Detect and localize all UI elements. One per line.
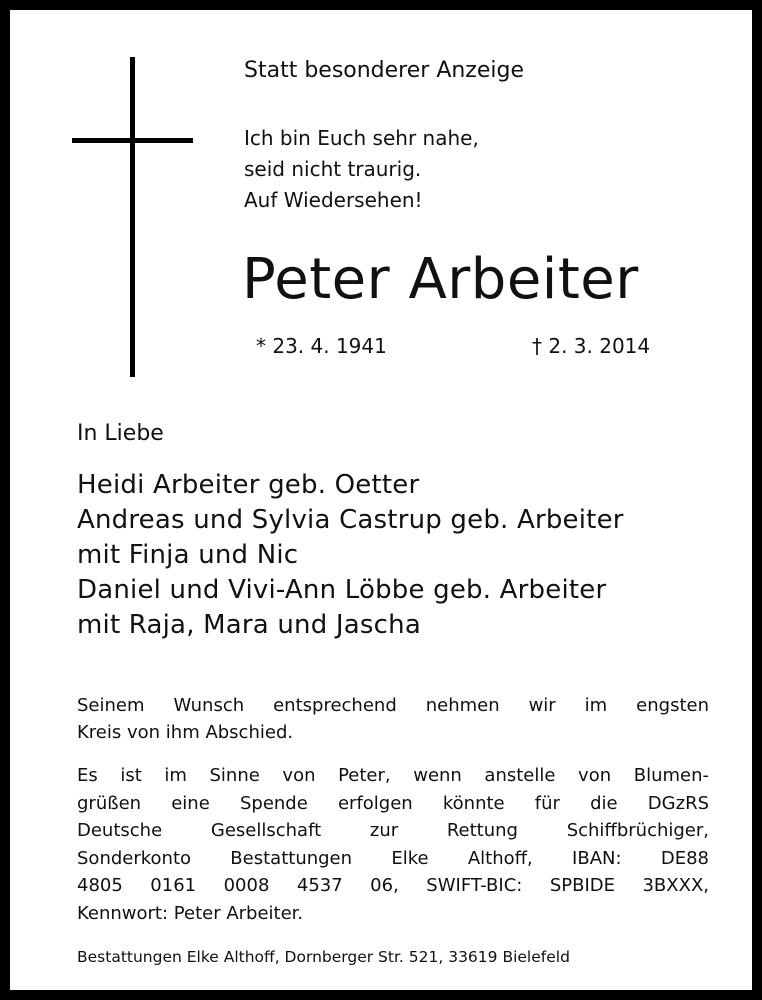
death-date: † 2. 3. 2014 [532, 334, 651, 358]
quote-line: Ich bin Euch sehr nahe, [244, 126, 479, 150]
family-member: Andreas und Sylvia Castrup geb. Arbeiter [77, 505, 624, 535]
family-member: Heidi Arbeiter geb. Oetter [77, 470, 420, 500]
donation-paragraph [77, 762, 709, 927]
funeral-home-address: Bestattungen Elke Althoff, Dornberger Str. 521, 33619 Bielefeld [77, 948, 570, 966]
donation-line: 4805 0161 0008 4537 06, SWIFT-BIC: SPBIDE 3BXXX, [77, 875, 709, 896]
note-line: Seinem Wunsch entsprechend nehmen wir im engsten [77, 695, 709, 716]
note-line: Kreis von ihm Abschied. [77, 722, 294, 743]
quote-line: Auf Wiedersehen! [244, 188, 423, 212]
notice-header: Statt besonderer Anzeige [244, 58, 525, 83]
family-member: mit Finja und Nic [77, 540, 299, 570]
donation-line: grüßen eine Spende erfolgen könnte für die DGzRS [77, 792, 709, 814]
deceased-name: Peter Arbeiter [242, 247, 639, 312]
quote-block [244, 123, 479, 216]
donation-line: Sonderkonto Bestattungen Elke Althoff, IBAN: DE88 [77, 847, 709, 869]
birth-date: * 23. 4. 1941 [256, 334, 387, 358]
donation-line: Es ist im Sinne von Peter, wenn anstelle von Blumen- [77, 765, 709, 786]
donation-line: Deutsche Gesellschaft zur Rettung Schiffbrüchiger, [77, 820, 709, 841]
family-list [77, 468, 624, 643]
family-member: Daniel und Vivi-Ann Löbbe geb. Arbeiter [77, 575, 607, 605]
cross-icon-bar [72, 138, 193, 143]
quote-line: seid nicht traurig. [244, 157, 422, 181]
farewell-note [77, 692, 709, 746]
donation-line: Kennwort: Peter Arbeiter. [77, 902, 304, 924]
intro-text: In Liebe [77, 421, 164, 446]
cross-icon [130, 57, 135, 377]
family-member: mit Raja, Mara und Jascha [77, 610, 421, 640]
